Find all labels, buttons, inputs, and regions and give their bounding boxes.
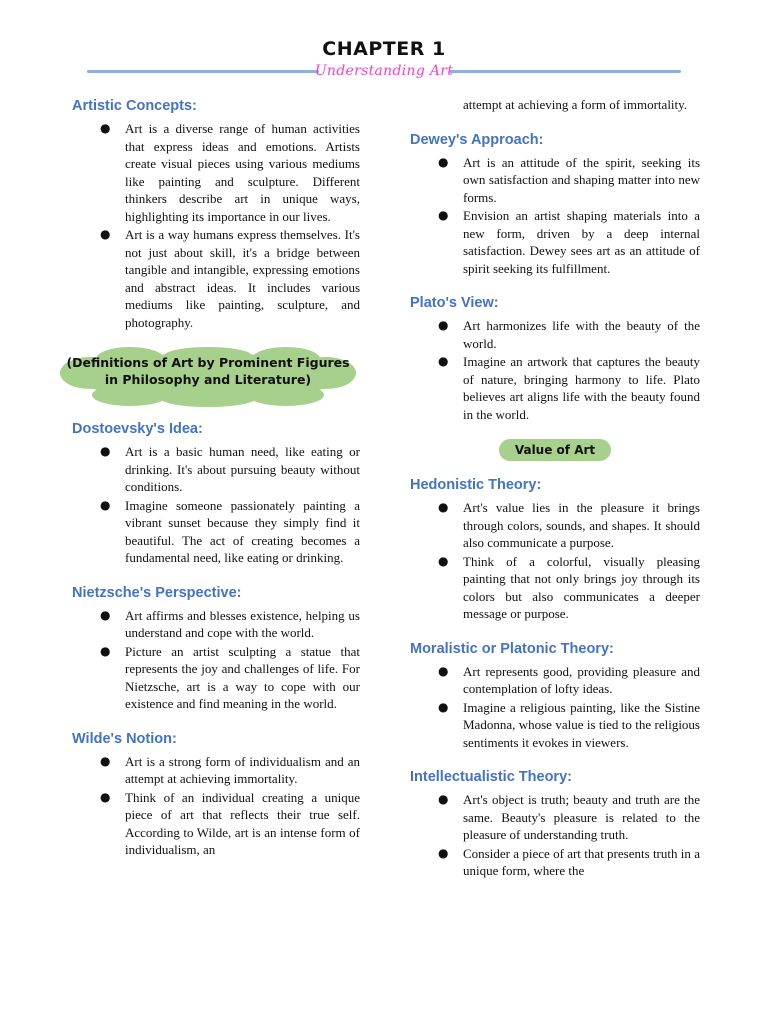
section-moralistic <box>410 639 700 752</box>
wilde-continued <box>410 96 700 114</box>
list-item: ● Art is a way humans express themselves. It's not just about skill, it's a bridge between tangible and intangible, expressing emotions and abstract ideas. It includes various mediums like painting, sculpture, and photography. <box>100 227 360 330</box>
section-intellectualistic <box>410 767 700 880</box>
bullet-icon: ● <box>100 121 111 135</box>
definitions-banner-text: (Definitions of Art by Prominent Figures in Philosophy and Literature) <box>66 355 350 387</box>
list-item: ● Imagine a religious painting, like the Sistine Madonna, whose value is tied to the religious sentiments it evokes in viewers. <box>438 699 700 750</box>
list-item: ● Art is a basic human need, like eating or drinking. It's about pursuing beauty without conditions. <box>100 444 360 494</box>
bullet-icon: ● <box>438 154 449 169</box>
bullet-icon: ● <box>100 497 111 512</box>
list-item: ● Envision an artist shaping materials into a new form, driven by a deep internal satisfaction. Dewey sees art as an attitude of spirit seeking its fulfillment. <box>438 208 700 276</box>
section-hedonistic <box>410 475 700 623</box>
section-heading: Dostoevsky's Idea: <box>72 421 203 437</box>
section-heading: Artistic Concepts: <box>72 98 197 114</box>
list-item: ● Consider a piece of art that presents truth in a unique form, where the <box>438 845 700 878</box>
value-banner: Value of Art <box>499 439 611 461</box>
list-item: ● Art harmonizes life with the beauty of the world. <box>438 318 700 351</box>
section-heading: Wilde's Notion: <box>72 730 177 747</box>
section-dewey <box>410 130 700 278</box>
list-item: ● Art's value lies in the pleasure it brings through colors, sounds, and shapes. It should also communicate a purpose. <box>438 500 700 550</box>
list-item: ● Art represents good, providing pleasure and contemplation of lofty ideas. <box>438 663 700 696</box>
bullet-icon: ● <box>100 227 111 241</box>
section-plato <box>410 293 700 423</box>
bullet-icon: ● <box>100 789 111 804</box>
list-item: ● Think of an individual creating a unique piece of art that reflects their true self. According to Wilde, art is an intense form of individualism, an <box>100 789 360 857</box>
bullet-icon: ● <box>438 553 449 568</box>
list-item: ● Think of a colorful, visually pleasing painting that not only brings joy through its colors but also communicates a deeper message or purpose. <box>438 553 700 621</box>
section-wilde <box>72 729 360 859</box>
bullet-icon: ● <box>100 607 111 622</box>
bullet-icon: ● <box>100 444 111 458</box>
list-item: ● Art is a diverse range of human activities that express ideas and emotions. Artists create visual pieces using various mediums like painting and sculpture. Different thinkers describe art in unique ways, highlighting its importance in our lives. <box>100 121 360 224</box>
bullet-icon: ● <box>438 699 449 714</box>
continued-text: attempt at achieving a form of immortality. <box>463 97 688 112</box>
section-artistic-concepts <box>72 96 360 331</box>
definitions-banner <box>60 347 356 407</box>
section-heading: Hedonistic Theory: <box>410 477 542 493</box>
list-item: ● Art affirms and blesses existence, helping us understand and cope with the world. <box>100 607 360 640</box>
bullet-icon: ● <box>438 792 449 806</box>
bullet-icon: ● <box>438 845 449 860</box>
bullet-icon: ● <box>438 318 449 332</box>
bullet-icon: ● <box>100 753 111 768</box>
section-nietzsche <box>72 583 360 713</box>
section-dostoevsky <box>72 419 360 567</box>
section-heading: Dewey's Approach: <box>410 131 544 148</box>
section-heading: Plato's View: <box>410 295 499 311</box>
list-item: ● Art is a strong form of individualism and an attempt at achieving immortality. <box>100 753 360 786</box>
list-item: ● Imagine an artwork that captures the beauty of nature, bringing harmony to life. Plato believes art aligns life with the beauty found in the world. <box>438 354 700 422</box>
right-column <box>410 96 700 896</box>
left-column <box>66 96 360 875</box>
bullet-icon: ● <box>438 663 449 678</box>
bullet-icon: ● <box>438 208 449 222</box>
section-heading: Nietzsche's Perspective: <box>72 584 242 601</box>
bullet-icon: ● <box>100 643 111 658</box>
list-item: ● Imagine someone passionately painting a vibrant sunset because they simply find it beautiful. The act of creating becomes a fundamental need, like eating or drinking. <box>100 497 360 565</box>
list-item: ● Art is an attitude of the spirit, seeking its own satisfaction and shaping matter into new forms. <box>438 154 700 205</box>
value-banner-wrap <box>410 439 700 461</box>
section-heading: Moralistic or Platonic Theory: <box>410 640 614 657</box>
chapter-subtitle: Understanding Art <box>314 63 454 79</box>
list-item: ● Picture an artist sculpting a statue that represents the joy and challenges of life. For Nietzsche, art is a way to cope with our existence and find meaning in the world. <box>100 643 360 711</box>
list-item: ● Art's object is truth; beauty and truth are the same. Beauty's pleasure is related to the pleasure of understanding truth. <box>438 792 700 842</box>
chapter-title: CHAPTER 1 <box>322 38 446 60</box>
bullet-icon: ● <box>438 354 449 368</box>
section-heading: Intellectualistic Theory: <box>410 769 572 785</box>
bullet-icon: ● <box>438 500 449 514</box>
